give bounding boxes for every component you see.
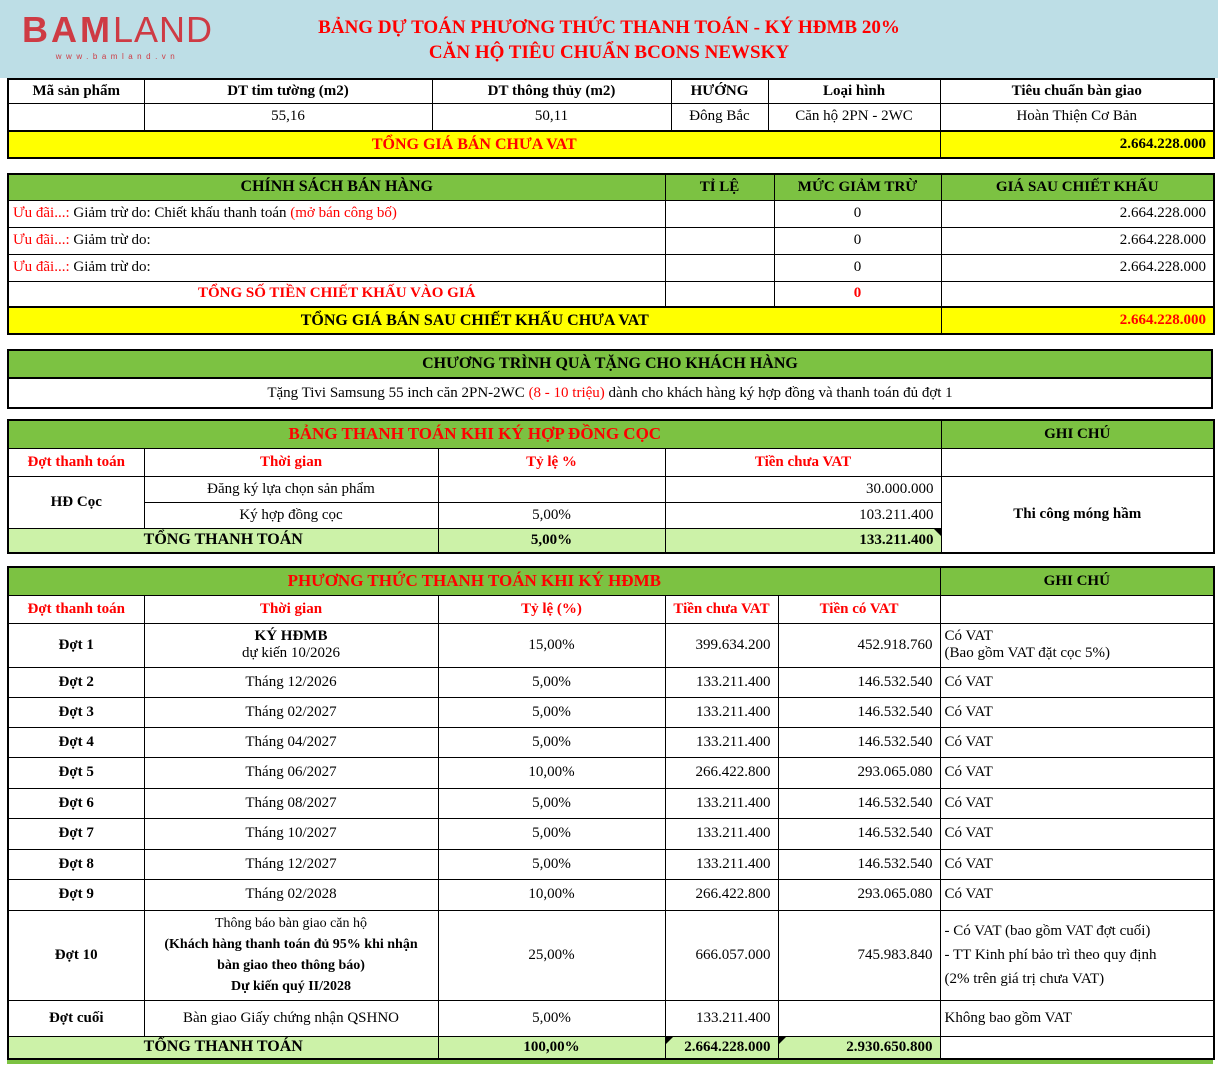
header-clear-area: DT thông thủy (m2) [432, 79, 671, 103]
novat-cell: 399.634.200 [665, 623, 778, 667]
note-line-2: (Bao gồm VAT đặt cọc 5%) [944, 645, 1110, 661]
policy-label-cell [8, 254, 665, 281]
time-cell: Tháng 08/2027 [144, 788, 438, 818]
note-cell [940, 910, 1214, 1000]
discount-subtotal-value: 0 [774, 281, 941, 307]
time-line-2: (Khách hàng thanh toán đủ 95% khi nhận bàn giao theo thông báo) [164, 937, 418, 973]
policy-rate [665, 200, 774, 227]
hdmb-total-vat: 2.930.650.800 [778, 1036, 940, 1059]
logo-website-text: www.bamland.vn [55, 52, 180, 61]
rate-cell: 15,00% [438, 623, 665, 667]
logo-text-light: LAND [112, 9, 214, 50]
gift-table [7, 349, 1213, 409]
rate-cell: 5,00% [438, 849, 665, 879]
policy-row [8, 227, 1214, 254]
time-cell: Tháng 12/2026 [144, 667, 438, 697]
rate-cell: 10,00% [438, 879, 665, 910]
col-novat: Tiền chưa VAT [665, 595, 778, 623]
header-type: Loại hình [768, 79, 940, 103]
stage-cell: Đợt 3 [8, 697, 144, 727]
novat-cell: 133.211.400 [665, 818, 778, 849]
empty-cell [941, 281, 1214, 307]
header-deduction: MỨC GIẢM TRỪ [774, 174, 941, 200]
policy-price: 2.664.228.000 [941, 227, 1214, 254]
logo-text-bold: BAM [22, 9, 113, 50]
gift-text-red: (8 - 10 triệu) [528, 384, 605, 401]
policy-price: 2.664.228.000 [941, 200, 1214, 227]
total-price-value: 2.664.228.000 [940, 131, 1214, 158]
deposit-row [8, 476, 1214, 502]
note-cell: Có VAT [940, 667, 1214, 697]
header-policy: CHÍNH SÁCH BÁN HÀNG [8, 174, 665, 200]
novat-cell: 133.211.400 [665, 667, 778, 697]
novat-cell: 133.211.400 [665, 697, 778, 727]
rate-cell: 5,00% [438, 727, 665, 757]
vat-cell [778, 1000, 940, 1036]
value-wall-area: 55,16 [144, 103, 432, 131]
stage-cell: Đợt cuối [8, 1000, 144, 1036]
col-time: Thời gian [144, 595, 438, 623]
novat-cell: 266.422.800 [665, 757, 778, 788]
policy-deduction: 0 [774, 227, 941, 254]
stage-cell: Đợt 1 [8, 623, 144, 667]
deposit-subheader-row [8, 448, 1214, 476]
note-cell: Có VAT [940, 727, 1214, 757]
hdmb-total-novat: 2.664.228.000 [665, 1036, 778, 1059]
header-wall-area: DT tim tường (m2) [144, 79, 432, 103]
rate-cell: 5,00% [438, 788, 665, 818]
time-cell: Tháng 02/2027 [144, 697, 438, 727]
vat-cell: 146.532.540 [778, 849, 940, 879]
stage-cell: Đợt 7 [8, 818, 144, 849]
vat-cell: 146.532.540 [778, 818, 940, 849]
col-vat: Tiền có VAT [778, 595, 940, 623]
col-stage: Đợt thanh toán [8, 448, 144, 476]
deposit-payment-table [7, 419, 1215, 554]
novat-cell: 133.211.400 [665, 788, 778, 818]
policy-prefix: Ưu đãi...: [13, 205, 70, 221]
note-cell: Không bao gồm VAT [940, 1000, 1214, 1036]
note-cell [940, 623, 1214, 667]
price-after-discount-total-row [8, 307, 1214, 334]
discount-subtotal-label: TỔNG SỐ TIỀN CHIẾT KHẤU VÀO GIÁ [8, 281, 665, 307]
novat-cell: 133.211.400 [665, 849, 778, 879]
rate-cell: 10,00% [438, 757, 665, 788]
time-line-1: KÝ HĐMB [254, 628, 328, 644]
rate-cell: 5,00% [438, 1000, 665, 1036]
hdmb-row-handover [8, 910, 1214, 1000]
vat-cell: 146.532.540 [778, 697, 940, 727]
rate-cell: 5,00% [438, 667, 665, 697]
vat-cell: 293.065.080 [778, 879, 940, 910]
deposit-total-amount: 133.211.400 [665, 528, 941, 553]
policy-row [8, 200, 1214, 227]
note-cell: Có VAT [940, 879, 1214, 910]
deposit-amount: 30.000.000 [665, 476, 941, 502]
deposit-total-label: TỔNG THANH TOÁN [8, 528, 438, 553]
policy-deduction: 0 [774, 200, 941, 227]
time-cell: Bàn giao Giấy chứng nhận QSHNO [144, 1000, 438, 1036]
note-line-1: - Có VAT (bao gồm VAT đợt cuối) [944, 923, 1151, 939]
vat-cell: 146.532.540 [778, 727, 940, 757]
stage-cell: Đợt 6 [8, 788, 144, 818]
deposit-time: Đăng ký lựa chọn sản phẩm [144, 476, 438, 502]
stage-cell: Đợt 8 [8, 849, 144, 879]
header-handover: Tiêu chuẩn bàn giao [940, 79, 1214, 103]
hdmb-table-title: PHƯƠNG THỨC THANH TOÁN KHI KÝ HĐMB [8, 567, 940, 595]
hdmb-title-row [8, 567, 1214, 595]
stage-cell: Đợt 9 [8, 879, 144, 910]
rate-cell: 25,00% [438, 910, 665, 1000]
hdmb-row [8, 697, 1214, 727]
product-table [7, 78, 1215, 159]
vat-cell: 146.532.540 [778, 667, 940, 697]
vat-cell: 452.918.760 [778, 623, 940, 667]
time-line-3: Dự kiến quý II/2028 [230, 979, 352, 994]
empty-cell [940, 1036, 1214, 1059]
gift-header: CHƯƠNG TRÌNH QUÀ TẶNG CHO KHÁCH HÀNG [8, 350, 1212, 378]
policy-label: Giảm trừ do: Chiết khấu thanh toán [69, 205, 291, 221]
rate-cell: 5,00% [438, 697, 665, 727]
product-header-row [8, 79, 1214, 103]
hdmb-row [8, 623, 1214, 667]
policy-price: 2.664.228.000 [941, 254, 1214, 281]
note-line-2: - TT Kinh phí bảo trì theo quy định [944, 947, 1157, 963]
time-line-1: Thông báo bàn giao căn hộ [214, 916, 367, 931]
col-stage: Đợt thanh toán [8, 595, 144, 623]
hdmb-subheader-row [8, 595, 1214, 623]
policy-label: Giảm trừ do: [69, 259, 151, 275]
novat-cell: 133.211.400 [665, 727, 778, 757]
note-cell: Có VAT [940, 788, 1214, 818]
time-line-2: dự kiến 10/2026 [241, 645, 341, 661]
note-cell: Có VAT [940, 818, 1214, 849]
stage-cell: Đợt 5 [8, 757, 144, 788]
note-line-1: Có VAT [944, 628, 993, 644]
gift-content-row [8, 378, 1212, 408]
value-handover: Hoàn Thiện Cơ Bản [940, 103, 1214, 131]
hdmb-row [8, 667, 1214, 697]
hdmb-total-rate: 100,00% [438, 1036, 665, 1059]
value-clear-area: 50,11 [432, 103, 671, 131]
hdmb-row [8, 788, 1214, 818]
time-cell [144, 910, 438, 1000]
note-cell: Có VAT [940, 697, 1214, 727]
header-product-code: Mã sản phẩm [8, 79, 144, 103]
gift-text-after: dành cho khách hàng ký hợp đồng và thanh toán đủ đợt 1 [604, 384, 953, 401]
hdmb-payment-table [7, 566, 1215, 1060]
hdmb-row [8, 818, 1214, 849]
time-cell [144, 623, 438, 667]
value-direction: Đông Bắc [671, 103, 768, 131]
title-line-1: BẢNG DỰ TOÁN PHƯƠNG THỨC THANH TOÁN - KÝ HĐMB 20% [318, 17, 900, 38]
product-value-row [8, 103, 1214, 131]
policy-prefix: Ưu đãi...: [13, 232, 70, 248]
policy-deduction: 0 [774, 254, 941, 281]
note-line-3: (2% trên giá trị chưa VAT) [944, 971, 1105, 987]
value-product-code [8, 103, 144, 131]
stage-cell: Đợt 2 [8, 667, 144, 697]
novat-cell: 133.211.400 [665, 1000, 778, 1036]
policy-suffix: (mở bán công bố) [290, 205, 397, 221]
deposit-rate [438, 476, 665, 502]
time-cell: Tháng 06/2027 [144, 757, 438, 788]
deposit-total-rate: 5,00% [438, 528, 665, 553]
header-price-after-discount: GIÁ SAU CHIẾT KHẤU [941, 174, 1214, 200]
deposit-note: Thi công móng hầm [941, 476, 1214, 553]
vat-cell: 293.065.080 [778, 757, 940, 788]
gift-header-row [8, 350, 1212, 378]
discount-subtotal-row [8, 281, 1214, 307]
policy-prefix: Ưu đãi...: [13, 259, 70, 275]
total-after-discount-value: 2.664.228.000 [941, 307, 1214, 334]
empty-note-cell [940, 595, 1214, 623]
deposit-amount: 103.211.400 [665, 502, 941, 528]
rate-cell: 5,00% [438, 818, 665, 849]
policy-row [8, 254, 1214, 281]
header-rate: TỈ LỆ [665, 174, 774, 200]
deposit-time: Ký hợp đồng cọc [144, 502, 438, 528]
note-cell: Có VAT [940, 849, 1214, 879]
novat-cell: 666.057.000 [665, 910, 778, 1000]
policy-rate [665, 227, 774, 254]
deposit-rate: 5,00% [438, 502, 665, 528]
policy-label-cell [8, 227, 665, 254]
title-line-2: CĂN HỘ TIÊU CHUẨN BCONS NEWSKY [428, 42, 790, 63]
time-cell: Tháng 12/2027 [144, 849, 438, 879]
stage-cell: Đợt 4 [8, 727, 144, 757]
deposit-table-title: BẢNG THANH TOÁN KHI KÝ HỢP ĐỒNG CỌC [8, 420, 941, 448]
deposit-note-header: GHI CHÚ [941, 420, 1214, 448]
note-cell: Có VAT [940, 757, 1214, 788]
stage-cell: Đợt 10 [8, 910, 144, 1000]
time-cell: Tháng 02/2028 [144, 879, 438, 910]
deposit-group-label: HĐ Cọc [8, 476, 144, 528]
hdmb-row-final [8, 1000, 1214, 1036]
total-after-discount-label: TỔNG GIÁ BÁN SAU CHIẾT KHẤU CHƯA VAT [8, 307, 941, 334]
vat-cell: 146.532.540 [778, 788, 940, 818]
bottom-green-strip [7, 1060, 1213, 1064]
col-rate: Tỷ lệ (%) [438, 595, 665, 623]
policy-label: Giảm trừ do: [69, 232, 151, 248]
sales-policy-table [7, 173, 1215, 335]
gift-text-cell [8, 378, 1212, 408]
gift-text-before: Tặng Tivi Samsung 55 inch căn 2PN-2WC [267, 384, 529, 401]
hdmb-row [8, 727, 1214, 757]
hdmb-row [8, 849, 1214, 879]
value-type: Căn hộ 2PN - 2WC [768, 103, 940, 131]
bamland-logo [22, 9, 214, 61]
empty-note-cell [941, 448, 1214, 476]
header-direction: HƯỚNG [671, 79, 768, 103]
hdmb-row [8, 879, 1214, 910]
hdmb-total-row [8, 1036, 1214, 1059]
hdmb-note-header: GHI CHÚ [940, 567, 1214, 595]
time-cell: Tháng 10/2027 [144, 818, 438, 849]
total-price-label: TỔNG GIÁ BÁN CHƯA VAT [8, 131, 940, 158]
col-amount: Tiền chưa VAT [665, 448, 941, 476]
policy-rate [665, 254, 774, 281]
novat-cell: 266.422.800 [665, 879, 778, 910]
time-cell: Tháng 04/2027 [144, 727, 438, 757]
hdmb-total-label: TỔNG THANH TOÁN [8, 1036, 438, 1059]
deposit-title-row [8, 420, 1214, 448]
empty-cell [665, 281, 774, 307]
hdmb-row [8, 757, 1214, 788]
vat-cell: 745.983.840 [778, 910, 940, 1000]
price-total-row [8, 131, 1214, 158]
top-banner [0, 0, 1218, 78]
col-rate: Tỷ lệ % [438, 448, 665, 476]
col-time: Thời gian [144, 448, 438, 476]
policy-header-row [8, 174, 1214, 200]
policy-label-cell [8, 200, 665, 227]
